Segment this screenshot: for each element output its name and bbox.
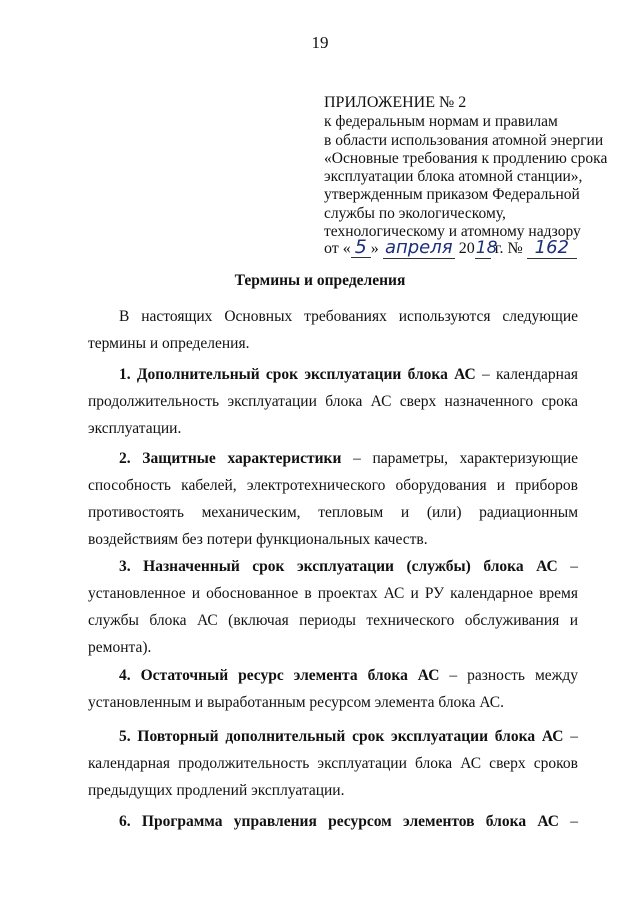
appendix-line: утвержденным приказом Федеральной (324, 186, 580, 204)
paragraph-line: способность кабелей, электротехнического оборудования и приборов (88, 477, 578, 494)
handwritten-year: 18 (475, 238, 498, 258)
term-name: 2. Защитные характеристики (119, 450, 342, 467)
paragraph-first-line (88, 553, 578, 580)
term-definition: – (563, 728, 578, 745)
paragraph-line: В настоящих Основных требованиях используются следующие (119, 308, 578, 325)
section-title: Термины и определения (234, 272, 406, 289)
term-paragraph-3 (88, 553, 578, 661)
order-date-number (324, 237, 604, 267)
term-name: 3. Назначенный срок эксплуатации (службы) блока АС (119, 558, 558, 575)
appendix-line: в области использования атомной энергии (324, 131, 604, 149)
paragraph-line: установленным и выработанным ресурсом элемента блока АС. (88, 694, 504, 711)
term-definition: – разность между (439, 667, 578, 684)
term-name: 4. Остаточный ресурс элемента блока АС (119, 667, 440, 684)
term-paragraph-2 (88, 445, 578, 553)
term-definition: – (557, 558, 579, 575)
order-number-prefix: г. № (490, 240, 527, 257)
appendix-line: к федеральным нормам и правилам (324, 113, 558, 131)
handwritten-day: 5 (351, 237, 371, 258)
paragraph-line: воздействиям без потери функциональных качеств. (88, 531, 428, 548)
term-paragraph-5 (88, 723, 578, 804)
intro-paragraph (88, 303, 578, 357)
term-definition: – (558, 813, 579, 830)
paragraph-line: установленное и обоснованное в проектах АС и РУ календарное время (88, 585, 578, 602)
appendix-line: службы по экологическому, (324, 204, 506, 222)
handwritten-month: апреля (383, 238, 455, 259)
term-name: 6. Программа управления ресурсом элементов блока АС (119, 813, 559, 830)
paragraph-line: предыдущих продлений эксплуатации. (88, 782, 345, 799)
paragraph-first-line (88, 361, 578, 388)
paragraph-line: календарная продолжительность эксплуатации блока АС сверх сроков (88, 755, 578, 772)
term-definition: – параметры, характеризующие (341, 450, 578, 467)
appendix-line: «Основные требования к продлению срока (324, 149, 608, 167)
paragraph-line: ремонта). (88, 639, 152, 656)
term-paragraph-6 (88, 808, 578, 835)
paragraph-first-line (88, 662, 578, 689)
paragraph-line: продолжительность эксплуатации блока АС сверх назначенного срока (88, 393, 578, 410)
paragraph-line: эксплуатации. (88, 420, 182, 437)
page-number: 19 (311, 33, 329, 52)
term-paragraph-1 (88, 361, 578, 442)
order-mid: » (370, 240, 379, 257)
appendix-title: ПРИЛОЖЕНИЕ № 2 (324, 94, 467, 111)
term-paragraph-4 (88, 662, 578, 716)
appendix-line: технологическому и атомному надзору (324, 223, 581, 241)
term-definition: – календарная (475, 366, 578, 383)
paragraph-line: противостоять механическим, тепловым и (или) радиационным (88, 504, 578, 521)
term-name: 1. Дополнительный срок эксплуатации блока АС (119, 366, 476, 383)
order-year-prefix: 20 (454, 240, 475, 257)
appendix-header (324, 94, 624, 241)
paragraph-line: термины и определения. (88, 335, 250, 352)
handwritten-order-number: 162 (527, 238, 577, 259)
term-name: 5. Повторный дополнительный срок эксплуатации блока АС (119, 728, 564, 745)
paragraph-first-line (88, 808, 578, 835)
appendix-line: эксплуатации блока атомной станции», (324, 168, 583, 186)
paragraph-first-line (88, 723, 578, 750)
paragraph-first-line (88, 445, 578, 472)
paragraph-line: службы блока АС (включая периоды технического обслуживания и (88, 612, 578, 629)
order-prefix: от « (324, 240, 351, 257)
